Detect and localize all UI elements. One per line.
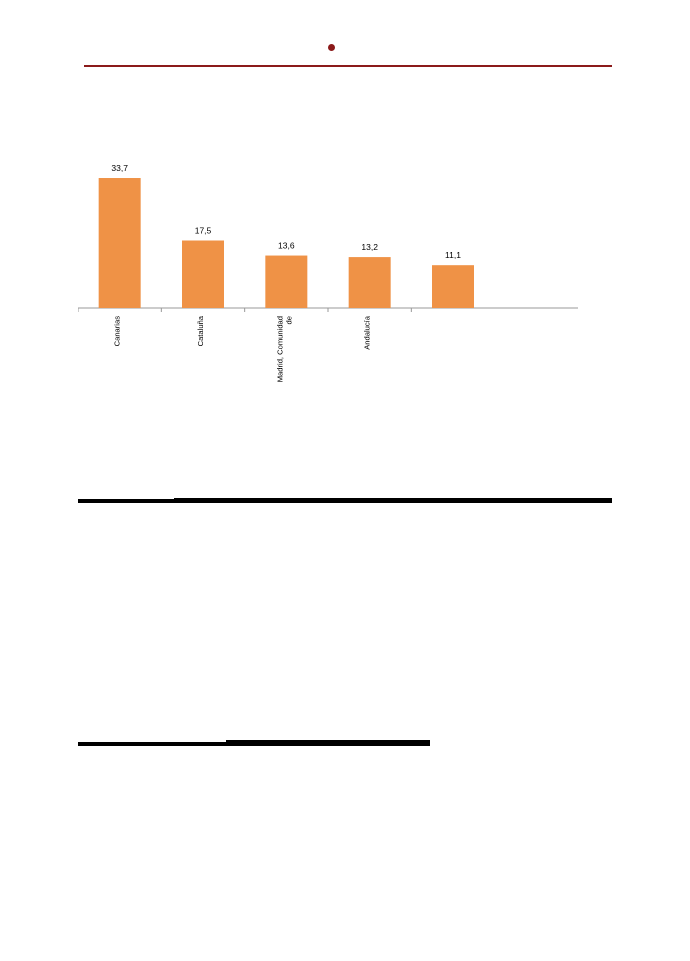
table-cell — [364, 745, 430, 746]
bar — [265, 256, 307, 308]
page-header — [76, 6, 616, 80]
table-cell — [394, 502, 444, 503]
table-row — [78, 745, 430, 746]
row-label — [78, 502, 174, 503]
category-label: Cataluña — [196, 316, 205, 347]
category-label: Canarias — [112, 316, 122, 347]
bar — [432, 265, 474, 308]
table-cell — [444, 502, 498, 503]
table-cell — [226, 745, 294, 746]
data-label: 13,6 — [278, 240, 295, 251]
table-row — [78, 502, 612, 503]
table-expenditure-by-region — [78, 498, 612, 503]
table-cell — [174, 502, 240, 503]
bar-chart — [78, 150, 612, 390]
table-cumulative-expenditure — [78, 740, 430, 746]
table-cell — [294, 745, 364, 746]
data-label: 17,5 — [194, 225, 212, 236]
table-cell — [498, 502, 546, 503]
data-label: 13,2 — [361, 242, 378, 253]
category-label: Andalucía — [362, 316, 372, 350]
row-label — [78, 745, 226, 746]
category-label: Madrid, Comunidadde — [275, 316, 294, 383]
table-cell — [350, 502, 394, 503]
table-cell — [240, 502, 286, 503]
data-label: 11,1 — [445, 250, 461, 261]
separator-dot-icon — [328, 44, 335, 51]
bar — [349, 257, 391, 308]
bar — [99, 178, 141, 308]
bar — [182, 241, 224, 309]
table-cell — [286, 502, 350, 503]
data-label: 33,7 — [111, 163, 128, 174]
table-cell — [546, 502, 612, 503]
header-divider — [84, 65, 612, 67]
